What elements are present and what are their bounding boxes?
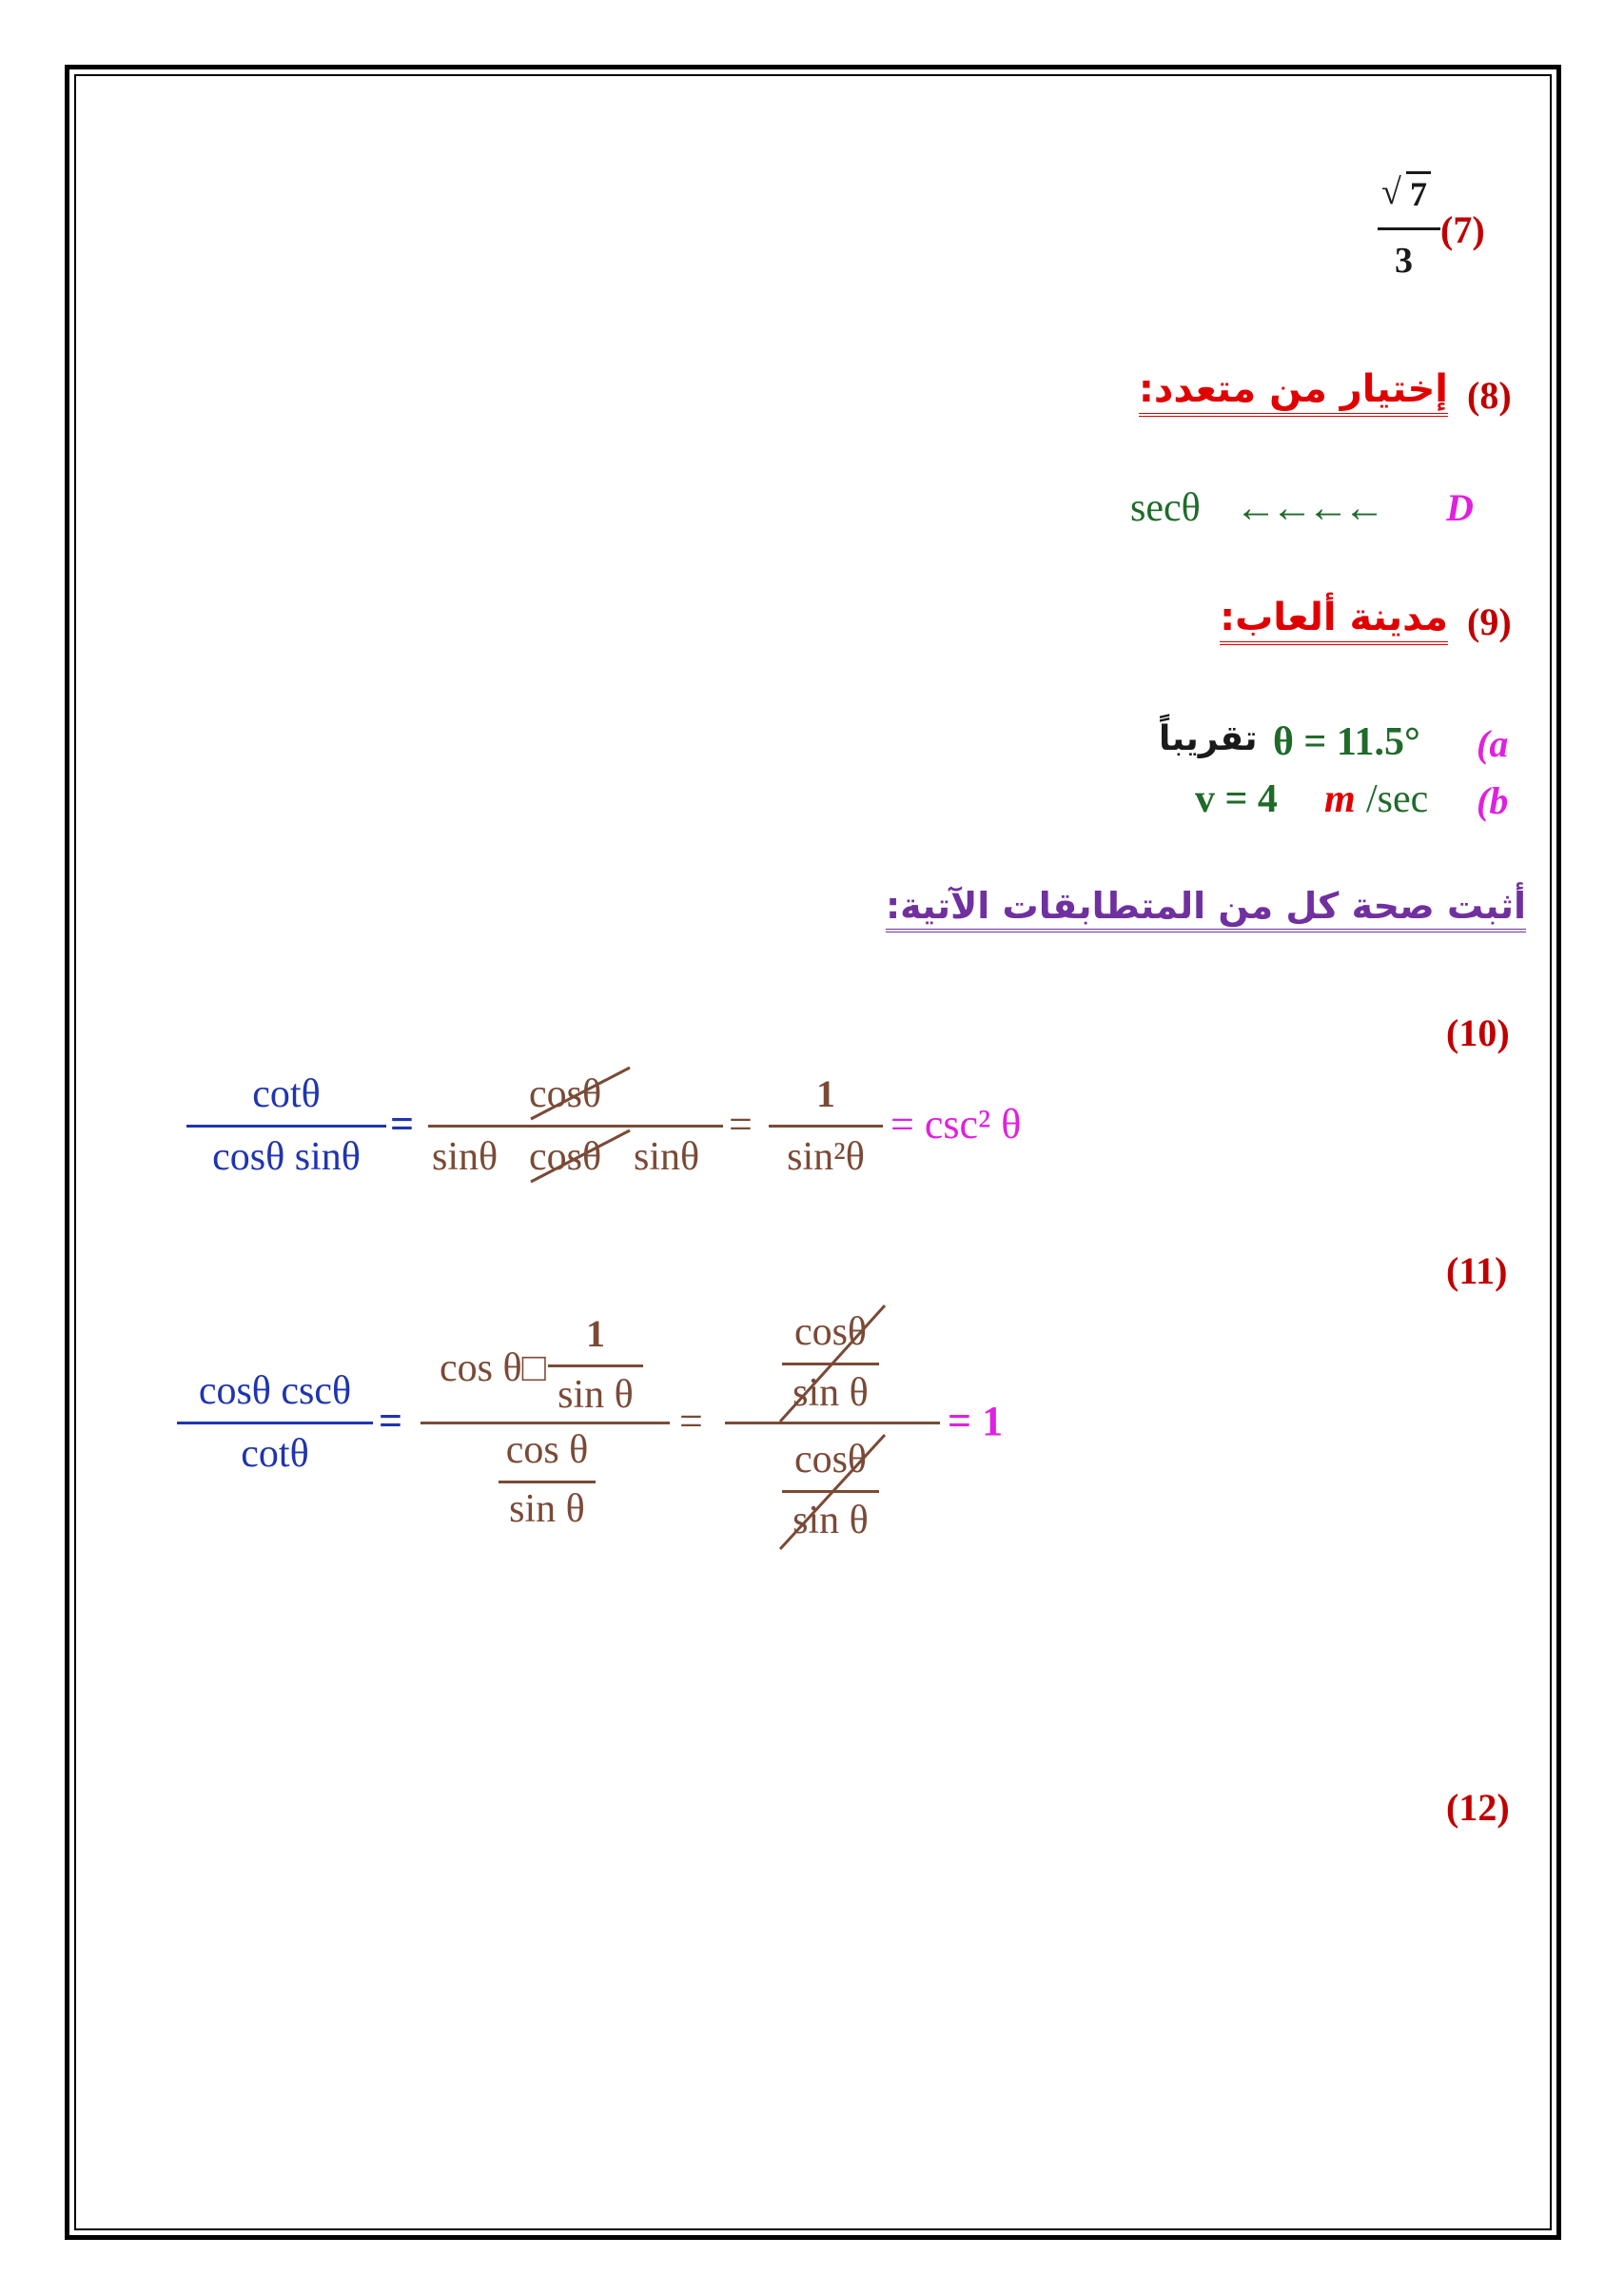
q11-step2-bot-den: sin θ bbox=[792, 1499, 869, 1542]
part-a-letter: (a bbox=[1477, 722, 1509, 765]
part-a-equation: θ = 11.5° bbox=[1273, 720, 1420, 764]
q10-step1-numerator: cosθ bbox=[529, 1072, 602, 1116]
q11-step1-top-a: cos θ□ bbox=[440, 1346, 546, 1390]
part-b-unit-sec: /sec bbox=[1366, 777, 1429, 821]
q11-result: = 1 bbox=[948, 1398, 1004, 1444]
q11-step1-bot-bar bbox=[499, 1481, 596, 1483]
q10-step1-den-a: sinθ bbox=[432, 1135, 499, 1179]
part-b-unit-m: m bbox=[1324, 777, 1356, 821]
q10-eq-2: = bbox=[729, 1101, 753, 1148]
q10-cancel-denominator bbox=[525, 1127, 636, 1186]
part-b-letter: (b bbox=[1477, 779, 1509, 822]
q11-step1-top-frac-bar bbox=[548, 1364, 643, 1367]
q11-step1-top-frac-den: sin θ bbox=[558, 1373, 634, 1417]
part-a-note: تقريباً bbox=[1159, 719, 1258, 758]
section-title-8: إختيار من متعدد: bbox=[1139, 367, 1448, 411]
q10-result: = csc² θ bbox=[890, 1101, 1022, 1148]
q10-step1-den-b: cosθ bbox=[529, 1135, 602, 1179]
q10-eq-1: = bbox=[390, 1101, 415, 1148]
sqrt-sign: √ bbox=[1381, 172, 1401, 212]
proof-heading: أثبت صحة كل من المتطابقات الآتية: bbox=[886, 885, 1526, 927]
fraction-bar-7 bbox=[1378, 227, 1440, 230]
q11-lhs-bar bbox=[177, 1422, 373, 1424]
item-number-11: (11) bbox=[1446, 1249, 1508, 1292]
answer-letter-d: D bbox=[1446, 486, 1474, 529]
sqrt-radicand: 7 bbox=[1406, 171, 1431, 214]
q11-eq-1: = bbox=[379, 1398, 403, 1444]
q11-lhs-numerator: cosθ cscθ bbox=[198, 1369, 352, 1413]
q10-step2-numerator: 1 bbox=[816, 1072, 835, 1115]
q10-step1-den-c: sinθ bbox=[634, 1135, 700, 1179]
q10-step2-bar bbox=[769, 1125, 883, 1128]
q10-cancel-numerator bbox=[525, 1064, 636, 1123]
q11-step1-bot-num: cos θ bbox=[505, 1428, 589, 1472]
item-number-9: (9) bbox=[1467, 600, 1512, 643]
q10-lhs-bar bbox=[186, 1125, 386, 1128]
q10-lhs-numerator: cotθ bbox=[252, 1072, 321, 1116]
q10-lhs-denominator: cosθ sinθ bbox=[212, 1135, 361, 1179]
q11-cancel-bottom bbox=[773, 1431, 892, 1553]
q11-step1-bot-den: sin θ bbox=[509, 1487, 585, 1531]
q11-step2-bot-num: cosθ bbox=[793, 1438, 868, 1482]
q11-step2-top-den: sin θ bbox=[792, 1371, 869, 1415]
q11-eq-2: = bbox=[679, 1398, 703, 1444]
part-b-equation: v = 4 bbox=[1195, 777, 1278, 821]
arrows: ←←←← bbox=[1235, 484, 1379, 531]
q11-step1-top-frac-num: 1 bbox=[586, 1312, 605, 1355]
q11-step2-top-num: cosθ bbox=[793, 1310, 868, 1354]
q11-step1-main-bar bbox=[421, 1422, 670, 1424]
answer-term-sec: secθ bbox=[1130, 486, 1201, 530]
item-number-7: (7) bbox=[1440, 208, 1485, 251]
q11-lhs-denominator: cotθ bbox=[241, 1432, 309, 1476]
denominator-7: 3 bbox=[1395, 241, 1413, 281]
item-number-10: (10) bbox=[1446, 1011, 1510, 1054]
q11-step2-main-bar bbox=[725, 1422, 940, 1424]
item-number-12: (12) bbox=[1446, 1786, 1510, 1829]
item-number-8: (8) bbox=[1467, 374, 1512, 417]
q10-step2-denominator: sin²θ bbox=[787, 1135, 865, 1179]
q11-cancel-top bbox=[773, 1302, 892, 1425]
section-title-9: مدينة ألعاب: bbox=[1220, 596, 1448, 639]
